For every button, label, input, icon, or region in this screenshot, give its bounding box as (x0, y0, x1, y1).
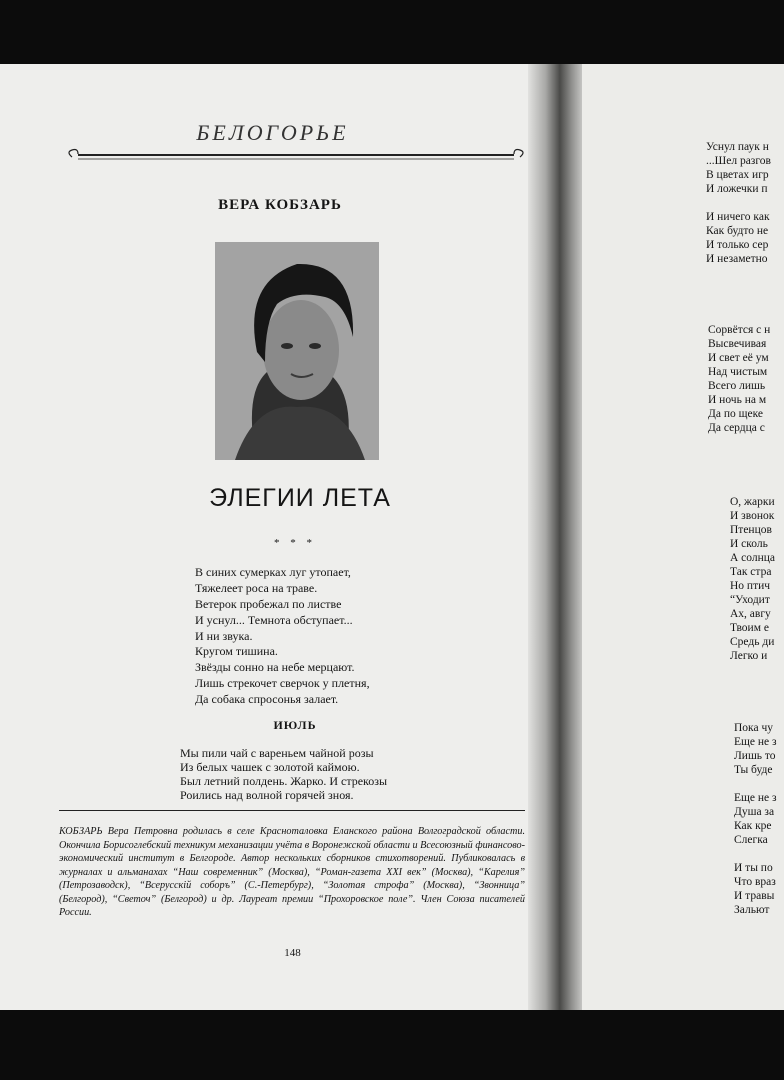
poem-line: И уснул... Темнота обступает... (195, 612, 353, 627)
poem-line: Да по щеке (708, 408, 763, 420)
poem-line: И незаметно (706, 253, 768, 265)
poem-line: Средь ди (730, 636, 775, 648)
poem-line: Но птич (730, 580, 771, 592)
poem-line: ...Шел разгов (706, 155, 771, 167)
poem-line: Да собака спросонья залает. (195, 692, 339, 707)
cycle-title: ЭЛЕГИИ ЛЕТА (209, 484, 391, 512)
poem-line: Ветерок пробежал по листве (195, 596, 342, 611)
poem-line: Высвечивая (708, 338, 767, 350)
poem-line: И ничего как (706, 211, 770, 223)
poem-line: Пока чу (734, 722, 773, 734)
poem-line: О, жарки (730, 496, 775, 508)
poem-line: Мы пили чай с вареньем чайной розы (180, 746, 374, 760)
poem-line: Был летний полдень. Жарко. И стрекозы (180, 774, 388, 788)
poem-line: Ах, авгу (730, 608, 771, 620)
poem-line: Зальют (734, 904, 770, 916)
poem-line: Лишь то (734, 750, 776, 762)
poem-line: Сорвётся с н (708, 324, 771, 336)
poem-separator: * * * (274, 537, 316, 549)
left-page (0, 64, 545, 1010)
poem-line (706, 196, 771, 210)
poem-line: Тяжелеет роса на траве. (195, 580, 318, 595)
poem-line: Из белых чашек с золотой каймою. (180, 760, 360, 774)
poem-line: И ночь на м (708, 394, 767, 406)
poem-line: Лишь стрекочет сверчок у плетня, (195, 676, 370, 691)
author-biography: КОБЗАРЬ Вера Петровна родилась в селе Красноталовка Еланского района Волгоградской области. Окончила Борисоглебский техникум механизации учёта в Воронежской области и Всесоюзный финансово-экономический институт в Белгороде. Автор нескольких сборников стихотворений. Публиковалась в журналах и альманахах “Наш современник” (Москва), “Роман-газета XXI век” (Москва), “Карелия” (Петрозаводск), “Всерусскiй соборъ” (С.-Петербург), “Золотая строфа” (Москва), “Звонница” (Белгород), “Светоч” (Белгород) и др. Лауреат премии “Прохоровское поле”. Член Союза писателей России. (59, 826, 525, 918)
right-poem-block-2 (708, 323, 770, 435)
poem-line: И сколь (730, 538, 768, 550)
poem-line: Слегка (734, 834, 768, 846)
poem-line (734, 777, 777, 791)
poem-line: А солнца (730, 552, 776, 564)
poem-line: Да сердца с (708, 422, 765, 434)
poem-line: Птенцов (730, 524, 772, 536)
poem-line: Что враз (734, 876, 776, 888)
footnote-divider (59, 810, 525, 811)
right-poem-block-1 (706, 140, 771, 266)
right-poem-block-4 (734, 721, 777, 917)
poem-line: Так стра (730, 566, 772, 578)
poem-line: Звёзды сонно на небе мерцают. (195, 660, 355, 675)
poem-line: Ты буде (734, 764, 773, 776)
poem-line: Как кре (734, 820, 772, 832)
poem-line: Легко и (730, 650, 768, 662)
poem-line: Как будто не (706, 225, 769, 237)
poem-july (180, 746, 387, 802)
poem-line: И травы (734, 890, 775, 902)
poem-line: Душа за (734, 806, 775, 818)
poem-line: В синих сумерках луг утопает, (195, 565, 351, 579)
ornamental-rule (66, 148, 526, 162)
poem-title-july: ИЮЛЬ (273, 718, 317, 732)
author-name: ВЕРА КОБЗАРЬ (218, 197, 342, 213)
poem-line (734, 847, 777, 861)
poem-untitled (195, 565, 370, 708)
poem-line: И звонок (730, 510, 775, 522)
poem-line: Уснул паук н (706, 141, 769, 153)
page-number: 148 (284, 947, 301, 959)
poem-line: Всего лишь (708, 380, 766, 392)
poem-line: В цветах игр (706, 169, 769, 181)
poem-line: Еще не з (734, 792, 777, 804)
poem-line: Кругом тишина. (195, 644, 278, 659)
section-header: БЕЛОГОРЬЕ (196, 120, 349, 145)
poem-line: Твоим е (730, 622, 769, 634)
poem-line: Роились над волной горячей зноя. (180, 788, 354, 802)
right-page (582, 64, 784, 1010)
poem-line: И только сер (706, 239, 769, 251)
poem-line: Над чистым (708, 366, 768, 378)
poem-line: И ни звука. (195, 628, 253, 643)
poem-line: И ты по (734, 862, 773, 874)
poem-line: И ложечки п (706, 183, 768, 195)
poem-line: “Уходит (730, 594, 770, 606)
poem-line: Еще не з (734, 736, 777, 748)
poem-line: И свет её ум (708, 352, 769, 364)
right-poem-block-3 (730, 495, 775, 663)
book-spine-gutter (528, 64, 586, 1010)
author-portrait (215, 242, 379, 460)
